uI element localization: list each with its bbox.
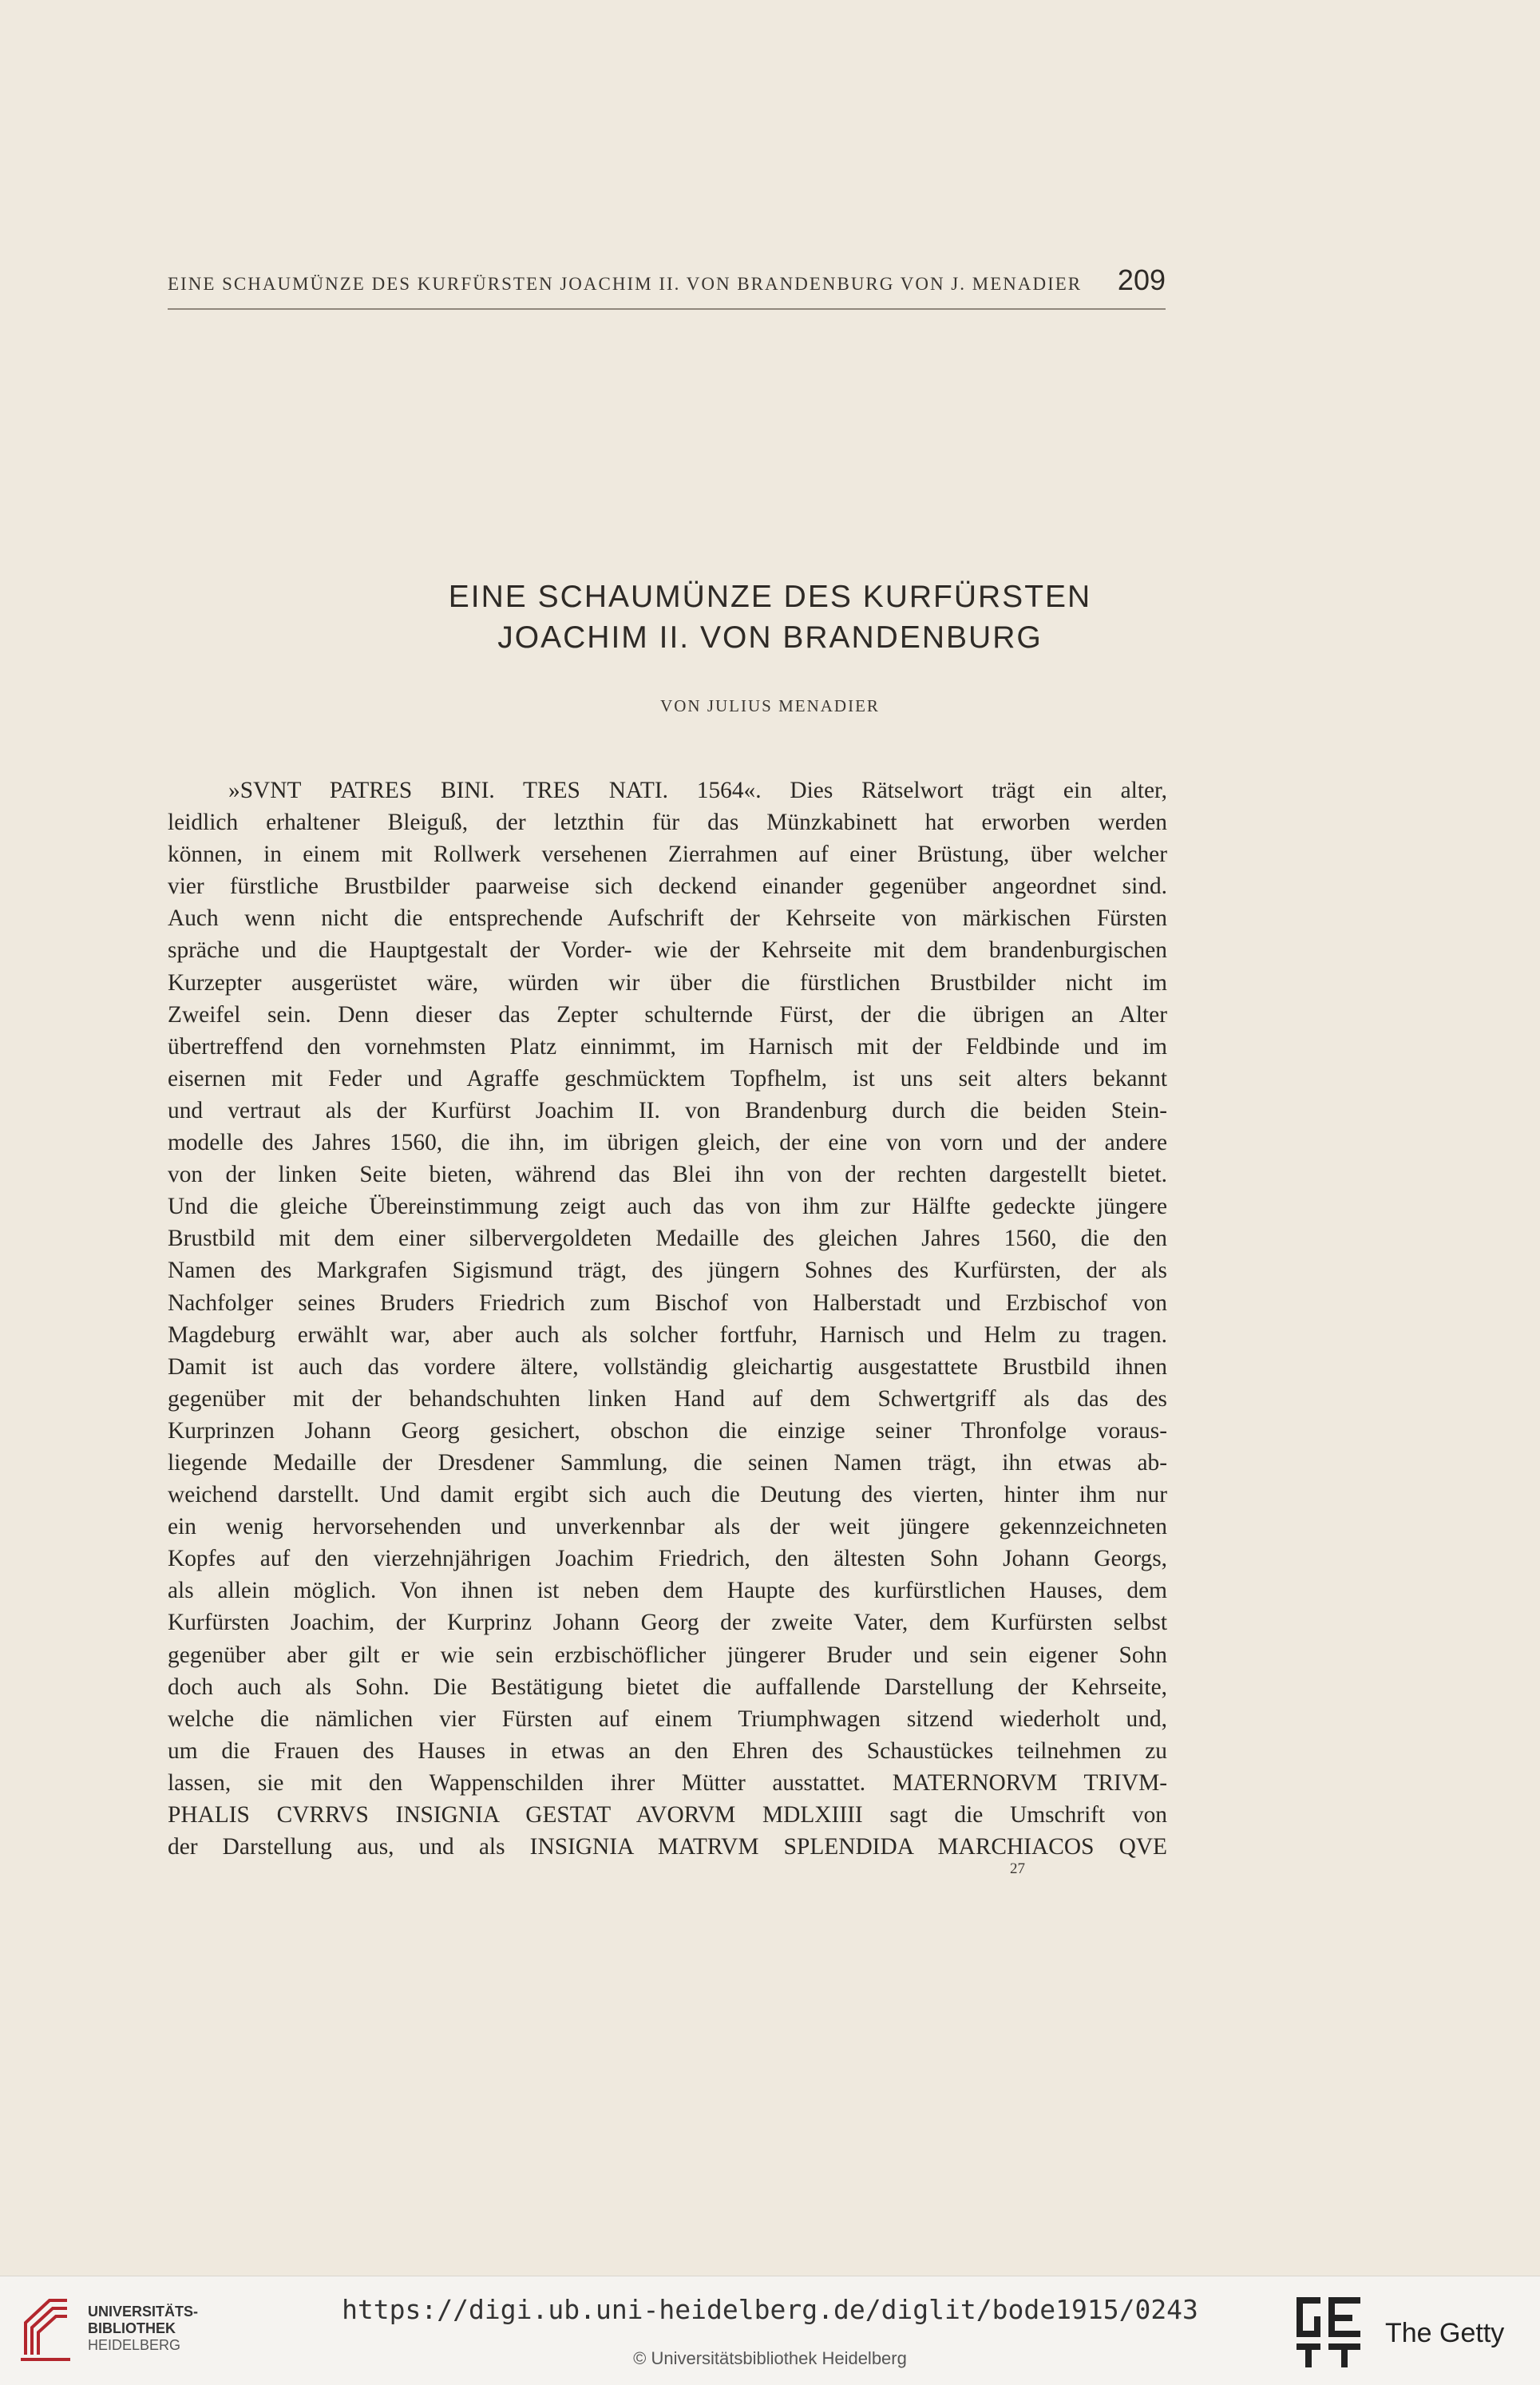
signature-mark: 27 [1010, 1860, 1025, 1877]
body-line: Nachfolger seines Bruders Friedrich zum Bischof von Halberstadt und Erzbischof von [168, 1290, 1167, 1316]
body-line: Magdeburg erwählt war, aber auch als solcher fortfuhr, Harnisch und Helm zu tragen. [168, 1321, 1167, 1348]
body-line: PHALIS CVRRVS INSIGNIA GESTAT AVORVM MDLXIIII sagt die Umschrift von [168, 1802, 1167, 1828]
body-line: um die Frauen des Hauses in etwas an den Ehren des Schaustückes teilnehmen zu [168, 1737, 1167, 1764]
library-name-line-3: HEIDELBERG [88, 2337, 181, 2353]
article-title-line-2: JOACHIM II. VON BRANDENBURG [497, 620, 1043, 655]
body-line: Kurfürsten Joachim, der Kurprinz Johann Georg der zweite Vater, dem Kurfürsten selbst [168, 1610, 1167, 1636]
body-line: lassen, sie mit den Wappenschilden ihrer Mütter ausstattet. MATERNORVM TRIVM- [168, 1769, 1167, 1796]
body-line: gegenüber aber gilt er wie sein erzbischöflicher jüngerer Bruder und sein eigener Sohn [168, 1642, 1167, 1668]
running-title: EINE SCHAUMÜNZE DES KURFÜRSTEN JOACHIM II. VON BRANDENBURG VON J. MENADIER [168, 274, 1083, 294]
viewer-footer [0, 2276, 1540, 2385]
body-line: weichend darstellt. Und damit ergibt sich auch die Deutung des vierten, hinter ihm nur [168, 1482, 1167, 1508]
body-line: Zweifel sein. Denn dieser das Zepter schulternde Fürst, der die übrigen an Alter [168, 1001, 1167, 1028]
getty-logo-icon [1293, 2294, 1364, 2371]
permalink-url[interactable]: https://digi.ub.uni-heidelberg.de/diglit/bode1915/0243 [342, 2294, 1198, 2325]
page-number: 209 [1117, 263, 1166, 296]
copyright-notice: © Universitätsbibliothek Heidelberg [633, 2348, 907, 2368]
body-line: Auch wenn nicht die entsprechende Aufschrift der Kehrseite von märkischen Fürsten [168, 905, 1167, 932]
body-line: eisernen mit Feder und Agraffe geschmücktem Topfhelm, ist uns seit alters bekannt [168, 1065, 1167, 1091]
body-line: Und die gleiche Übereinstimmung zeigt auch das von ihm zur Hälfte gedeckte jüngere [168, 1194, 1167, 1220]
body-line: Brustbild mit dem einer silbervergoldeten Medaille des gleichen Jahres 1560, die den [168, 1226, 1167, 1252]
body-line: übertreffend den vornehmsten Platz einnimmt, im Harnisch mit der Feldbinde und im [168, 1033, 1167, 1060]
body-line: »SVNT PATRES BINI. TRES NATI. 1564«. Dies Rätselwort trägt ein alter, [228, 778, 1167, 803]
body-line: von der linken Seite bieten, während das Blei ihn von der rechten dargestellt bietet. [168, 1162, 1167, 1188]
body-line: Kopfes auf den vierzehnjährigen Joachim Friedrich, den ältesten Sohn Johann Georgs, [168, 1546, 1167, 1572]
body-line: Namen des Markgrafen Sigismund trägt, des jüngern Sohnes des Kurfürsten, der als [168, 1258, 1167, 1284]
library-name-line-1: UNIVERSITÄTS- [88, 2304, 199, 2320]
body-line: der Darstellung aus, und als INSIGNIA MATRVM SPLENDIDA MARCHIACOS QVE [168, 1834, 1167, 1860]
article-body [168, 775, 1167, 1863]
library-name-line-2: BIBLIOTHEK [88, 2320, 176, 2336]
running-head [168, 263, 1166, 310]
body-line: welche die nämlichen vier Fürsten auf einem Triumphwagen sitzend wiederholt und, [168, 1706, 1167, 1732]
partner-name: The Getty [1385, 2318, 1505, 2348]
body-line: vier fürstliche Brustbilder paarweise sich deckend einander gegenüber angeordnet sind. [168, 874, 1167, 900]
body-line: leidlich erhaltener Bleiguß, der letzthin für das Münzkabinett hat erworben werden [168, 810, 1167, 836]
body-line: modelle des Jahres 1560, die ihn, im übrigen gleich, der eine von vorn und der andere [168, 1130, 1167, 1156]
body-line: liegende Medaille der Dresdener Sammlung, die seinen Namen trägt, ihn etwas ab- [168, 1449, 1167, 1476]
body-line: Kurprinzen Johann Georg gesichert, obschon die einzige seiner Thronfolge voraus- [168, 1417, 1167, 1444]
body-line: können, in einem mit Rollwerk versehenen Zierrahmen auf einer Brüstung, über welcher [168, 842, 1167, 868]
body-line: spräche und die Hauptgestalt der Vorder- wie der Kehrseite mit dem brandenburgischen [168, 937, 1167, 964]
body-line: gegenüber mit der behandschuhten linken Hand auf dem Schwertgriff als das des [168, 1385, 1167, 1412]
body-line: Kurzepter ausgerüstet wäre, würden wir über die fürstlichen Brustbilder nicht im [168, 969, 1167, 996]
article-byline: VON JULIUS MENADIER [660, 696, 880, 715]
body-line: und vertraut als der Kurfürst Joachim II. von Brandenburg durch die beiden Stein- [168, 1097, 1167, 1123]
body-line: ein wenig hervorsehenden und unverkennbar als der weit jüngere gekennzeichneten [168, 1514, 1167, 1540]
body-line: Damit ist auch das vordere ältere, vollständig gleichartig ausgestattete Brustbild ihnen [168, 1353, 1167, 1380]
body-line: als allein möglich. Von ihnen ist neben dem Haupte des kurfürstlichen Hauses, dem [168, 1578, 1167, 1604]
body-line: doch auch als Sohn. Die Bestätigung bietet die auffallende Darstellung der Kehrseite, [168, 1674, 1167, 1700]
article-title-line-1: EINE SCHAUMÜNZE DES KURFÜRSTEN [448, 580, 1092, 614]
